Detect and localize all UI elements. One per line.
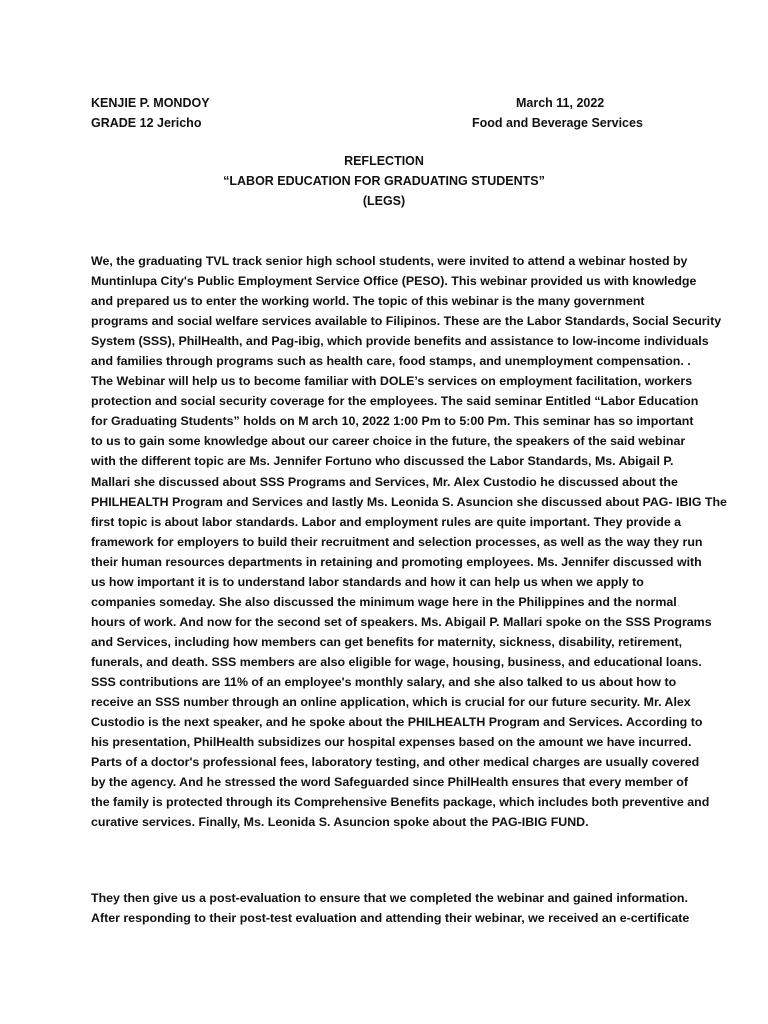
- text-line: by the agency. And he stressed the word Safeguarded since PhilHealth ensures that every member of: [91, 775, 688, 790]
- title-line-1: REFLECTION: [344, 154, 424, 168]
- text-line: framework for employers to build their recruitment and selection processes, as well as the way they run: [91, 534, 703, 549]
- text-line: the family is protected through its Comprehensive Benefits package, which includes both preventive and: [91, 795, 710, 810]
- header-right: [472, 93, 643, 133]
- text-line: us how important it is to understand labor standards and how it can help us when we apply to: [91, 574, 644, 589]
- text-line: Custodio is the next speaker, and he spoke about the PHILHEALTH Program and Services. According to: [91, 715, 703, 730]
- paragraph-1: [91, 251, 727, 832]
- text-line: After responding to their post-test evaluation and attending their webinar, we received an e-certificate: [91, 911, 690, 926]
- text-line: companies someday. She also discussed the minimum wage here in the Philippines and the normal: [91, 594, 677, 609]
- text-line: programs and social welfare services available to Filipinos. These are the Labor Standards, Social Security: [91, 314, 722, 329]
- text-line: SSS contributions are 11% of an employee's monthly salary, and she also talked to us about how to: [91, 674, 677, 689]
- document-date: March 11, 2022: [516, 96, 605, 110]
- grade-section: GRADE 12 Jericho: [91, 116, 202, 130]
- title-line-2: “LABOR EDUCATION FOR GRADUATING STUDENTS”: [223, 174, 545, 188]
- text-line: curative services. Finally, Ms. Leonida S. Asuncion spoke about the PAG-IBIG FUND.: [91, 815, 589, 830]
- text-line: PHILHEALTH Program and Services and lastly Ms. Leonida S. Asuncion she discussed about PAG- IBIG The: [91, 494, 727, 509]
- text-line: and Services, including how members can get benefits for maternity, sickness, disability, retirement,: [91, 634, 683, 649]
- text-line: Parts of a doctor's professional fees, laboratory testing, and other medical charges are usually covered: [91, 755, 700, 770]
- text-line: and families through programs such as health care, food stamps, and unemployment compensation. .: [91, 354, 691, 369]
- text-line: They then give us a post-evaluation to ensure that we completed the webinar and gained information.: [91, 891, 688, 905]
- text-line: his presentation, PhilHealth subsidizes our hospital expenses based on the amount we have incurred.: [91, 735, 692, 750]
- text-line: and prepared us to enter the working world. The topic of this webinar is the many government: [91, 294, 645, 309]
- text-line: funerals, and death. SSS members are also eligible for wage, housing, business, and educational loans.: [91, 654, 702, 669]
- text-line: hours of work. And now for the second set of speakers. Ms. Abigail P. Mallari spoke on the SSS Programs: [91, 614, 712, 629]
- paragraph-2: [91, 888, 691, 928]
- document-title: [0, 151, 768, 211]
- text-line: with the different topic are Ms. Jennifer Fortuno who discussed the Labor Standards, Ms. Abigail P.: [91, 454, 674, 469]
- strand-name: Food and Beverage Services: [472, 116, 643, 130]
- header-left: [91, 93, 210, 133]
- text-line: receive an SSS number through an online application, which is crucial for our future security. Mr. Alex: [91, 695, 691, 710]
- text-line: to us to gain some knowledge about our career choice in the future, the speakers of the said webinar: [91, 434, 686, 449]
- text-line: for Graduating Students” holds on M arch 10, 2022 1:00 Pm to 5:00 Pm. This seminar has so important: [91, 414, 694, 429]
- author-name: KENJIE P. MONDOY: [91, 96, 210, 110]
- text-line: We, the graduating TVL track senior high school students, were invited to attend a webinar hosted by: [91, 254, 688, 268]
- text-line: protection and social security coverage for the employees. The said seminar Entitled “Labor Education: [91, 394, 699, 409]
- text-line: first topic is about labor standards. Labor and employment rules are quite important. They provide a: [91, 514, 682, 529]
- text-line: The Webinar will help us to become familiar with DOLE’s services on employment facilitation, workers: [91, 374, 693, 389]
- text-line: Muntinlupa City's Public Employment Service Office (PESO). This webinar provided us with knowledge: [91, 274, 697, 289]
- title-line-3: (LEGS): [362, 194, 406, 208]
- text-line: System (SSS), PhilHealth, and Pag-ibig, which provide benefits and assistance to low-income individuals: [91, 334, 709, 349]
- text-line: their human resources departments in retaining and promoting employees. Ms. Jennifer discussed with: [91, 554, 702, 569]
- text-line: Mallari she discussed about SSS Programs and Services, Mr. Alex Custodio he discussed about the: [91, 474, 678, 489]
